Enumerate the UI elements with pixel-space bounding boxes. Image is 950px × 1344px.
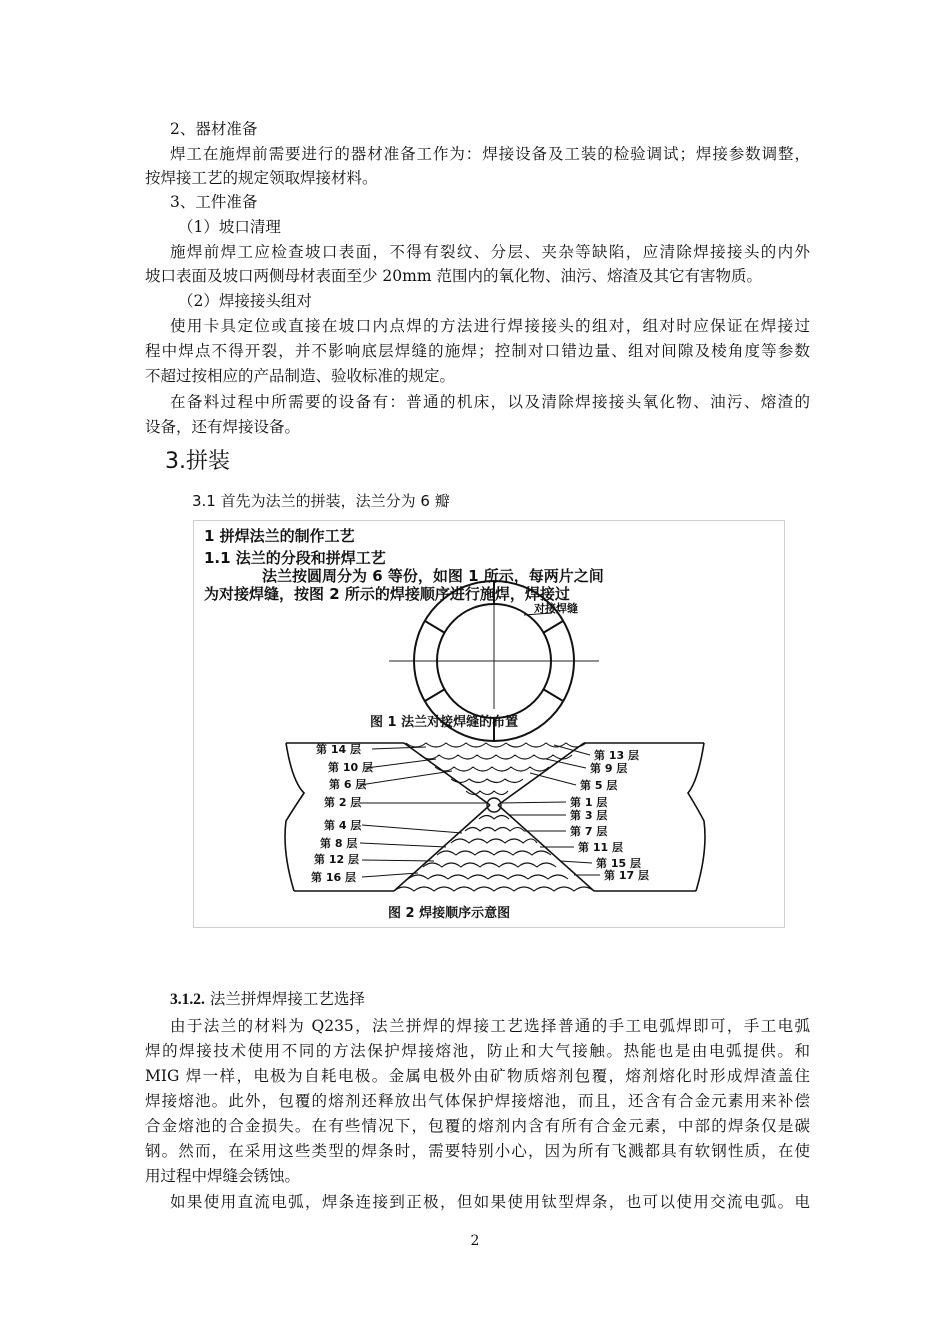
figure-subtitle: 1.1 法兰的分段和拼焊工艺	[204, 549, 386, 567]
layer-label: 第 2 层	[324, 796, 362, 809]
layer-label: 第 11 层	[578, 841, 623, 854]
paragraph-line: MIG 焊一样，电极为自耗电极。金属电极外由矿物质熔剂包覆，熔剂熔化时形成焊渣盖住	[145, 1067, 810, 1085]
paragraph-line: 设备，还有焊接设备。	[145, 418, 301, 436]
paragraph-line: 焊工在施焊前需要进行的器材准备工作为：焊接设备及工装的检验调试；焊接参数调整，	[170, 145, 810, 163]
subsection-1-heading: （1）坡口清理	[178, 218, 281, 236]
paragraph-line: 由于法兰的材料为 Q235，法兰拼焊的焊接工艺选择普通的手工电弧焊即可，手工电弧	[170, 1017, 810, 1035]
subsection-2-heading: （2）焊接接头组对	[178, 292, 312, 310]
page-number: 2	[470, 1233, 480, 1249]
paragraph-line: 合金熔池的合金损失。在有些情况下，包覆的熔剂内含有所有合金元素，中部的焊条仅是碳	[145, 1117, 810, 1135]
paragraph-line: 按焊接工艺的规定领取焊接材料。	[145, 169, 378, 187]
layer-label: 第 12 层	[314, 853, 359, 866]
paragraph-line: 如果使用直流电弧，焊条连接到正极，但如果使用钛型焊条，也可以使用交流电弧。电	[170, 1193, 810, 1211]
assembly-caption: 3.1 首先为法兰的拼装，法兰分为 6 瓣	[192, 492, 450, 510]
assembly-heading: 3.拼装	[165, 449, 230, 474]
paragraph-line: 施焊前焊工应检查坡口表面，不得有裂纹、分层、夹杂等缺陷，应清除焊接接头的内外	[170, 243, 810, 261]
figure-text-line: 为对接焊缝，按图 2 所示的焊接顺序进行施焊，焊接过	[204, 585, 570, 603]
paragraph-line: 在备料过程中所需要的设备有：普通的机床，以及清除焊接接头氧化物、油污、熔渣的	[170, 393, 810, 411]
layer-label: 第 5 层	[580, 779, 618, 792]
layer-label: 第 4 层	[324, 819, 362, 832]
section-312-title: 法兰拼焊焊接工艺选择	[209, 990, 365, 1008]
paragraph-line: 钢。然而，在采用这些类型的焊条时，需要特别小心，因为所有飞溅都具有软钢性质，在使	[145, 1142, 810, 1160]
paragraph-line: 焊接熔池。此外，包覆的熔剂还释放出气体保护焊接熔池，而且，还含有合金元素用来补偿	[145, 1092, 810, 1110]
flange-figure-drawing	[194, 521, 784, 927]
layer-label: 第 14 层	[316, 743, 361, 756]
paragraph-line: 坡口表面及坡口两侧母材表面至少 20mm 范围内的氧化物、油污、熔渣及其它有害物质。	[145, 267, 762, 285]
figure-text-line: 法兰按圆周分为 6 等份，如图 1 所示，每两片之间	[262, 567, 604, 585]
paragraph-line: 焊的焊接技术使用不同的方法保护焊接熔池，防止和大气接触。热能也是由电弧提供。和	[145, 1042, 810, 1060]
fig2-caption: 图 2 焊接顺序示意图	[388, 906, 511, 921]
figure-title: 1 拼焊法兰的制作工艺	[204, 527, 355, 545]
section-312-number: 3.1.2.	[170, 991, 205, 1008]
paragraph-line: 用过程中焊缝会锈蚀。	[145, 1167, 301, 1185]
fig1-caption: 图 1 法兰对接焊缝的布置	[370, 715, 519, 730]
layer-label: 第 17 层	[604, 869, 649, 882]
layer-label: 第 15 层	[596, 857, 641, 870]
layer-label: 第 16 层	[311, 871, 356, 884]
weld-seam-label: 对接焊缝	[534, 602, 578, 615]
layer-label: 第 8 层	[320, 837, 358, 850]
layer-label: 第 10 层	[328, 761, 373, 774]
layer-label: 第 1 层	[570, 796, 608, 809]
layer-label: 第 3 层	[570, 809, 608, 822]
weld-sequence-diagram	[285, 742, 705, 891]
section-312-heading	[170, 987, 365, 1009]
layer-label: 第 13 层	[594, 749, 639, 762]
layer-label: 第 9 层	[590, 762, 628, 775]
layer-label: 第 6 层	[329, 778, 367, 791]
layer-label: 第 7 层	[570, 825, 608, 838]
paragraph-line: 使用卡具定位或直接在坡口内点焊的方法进行焊接接头的组对，组对时应保证在焊接过	[170, 317, 810, 335]
paragraph-line: 不超过按相应的产品制造、验收标准的规定。	[145, 367, 456, 385]
section-2-heading: 2、器材准备	[170, 120, 258, 138]
paragraph-line: 程中焊点不得开裂，并不影响底层焊缝的施焊；控制对口错边量、组对间隙及棱角度等参数	[145, 342, 810, 360]
section-3-heading: 3、工件准备	[170, 193, 258, 211]
flange-figure	[193, 520, 785, 928]
